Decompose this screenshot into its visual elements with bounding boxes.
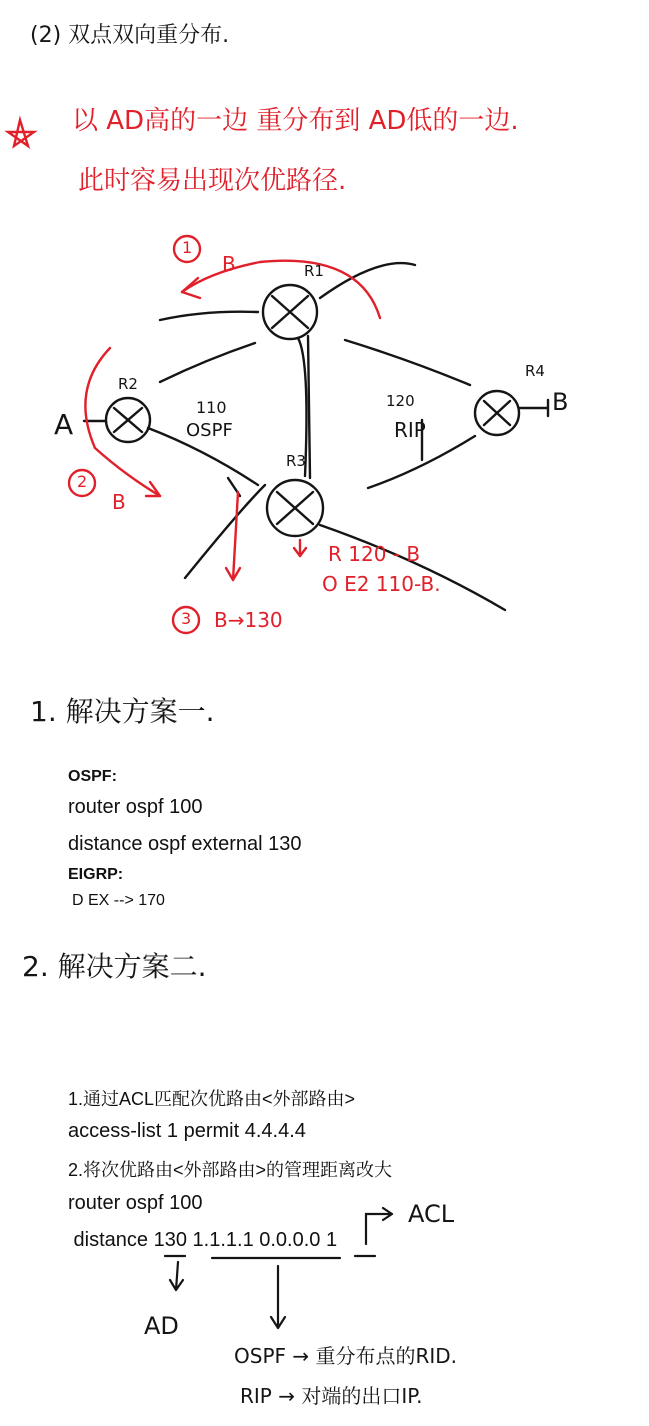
solution1-ospf-cmd2: distance ospf external 130 xyxy=(68,833,302,855)
solution1-eigrp-title: EIGRP: xyxy=(68,866,124,883)
router-r1-label: R1 xyxy=(304,262,324,280)
solution1-heading: 1. 解决方案一. xyxy=(30,695,215,728)
solution2-heading: 2. 解决方案二. xyxy=(22,950,207,983)
solution1-eigrp-cmd: D EX --> 170 xyxy=(72,892,165,909)
arrow-ip xyxy=(271,1266,285,1328)
step1-label: B xyxy=(222,252,236,276)
anno-ad: AD xyxy=(144,1312,179,1340)
anno-rip: RIP → 对端的出口IP. xyxy=(240,1384,423,1408)
arrow-ad xyxy=(170,1262,183,1290)
step3-number: 3 xyxy=(181,609,192,628)
router-r2-label: R2 xyxy=(118,375,138,393)
solution2-cmd-acl: access-list 1 permit 4.4.4.4 xyxy=(68,1120,306,1142)
page-title: (2) 双点双向重分布. xyxy=(30,23,230,48)
link-r1-r3 xyxy=(308,336,310,478)
r3-route-rip: R 120 - B xyxy=(328,542,421,566)
rip-ad-label: 120 xyxy=(386,392,415,410)
solution2-step2: 2.将次优路由<外部路由>的管理距离改大 xyxy=(68,1160,393,1180)
step1-number: 1 xyxy=(182,238,193,257)
link-r1-r2 xyxy=(160,343,255,382)
anno-acl: ACL xyxy=(408,1200,455,1228)
note-line-2: 此时容易出现次优路径. xyxy=(78,166,347,196)
host-a-label: A xyxy=(54,408,74,441)
star-icon xyxy=(8,120,34,146)
note-line-1: 以 AD高的一边 重分布到 AD低的一边. xyxy=(72,106,519,136)
anno-ospf: OSPF → 重分布点的RID. xyxy=(234,1344,458,1368)
ospf-label: OSPF xyxy=(186,420,233,441)
arrow-acl xyxy=(366,1208,392,1244)
rip-label: RIP xyxy=(394,418,426,442)
step3-label: B→130 xyxy=(214,608,283,632)
host-b-label: B xyxy=(552,388,569,416)
solution1-ospf-title: OSPF: xyxy=(68,768,117,785)
link-r1-r4 xyxy=(345,340,470,385)
step2-label: B xyxy=(112,490,126,514)
ospf-ad-label: 110 xyxy=(196,398,227,417)
solution2-cmd-router: router ospf 100 xyxy=(68,1192,203,1214)
solution2-cmd-distance: distance 130 1.1.1.1 0.0.0.0 1 xyxy=(68,1229,338,1251)
link-r4-b xyxy=(520,400,548,416)
solution1-ospf-cmd1: router ospf 100 xyxy=(68,796,203,818)
solution2-step1: 1.通过ACL匹配次优路由<外部路由> xyxy=(68,1089,356,1109)
router-r4-label: R4 xyxy=(525,362,545,380)
r3-route-ospf: O E2 110-B. xyxy=(322,572,441,596)
router-r3-label: R3 xyxy=(286,452,306,470)
arrow-step3 xyxy=(233,492,238,580)
step2-number: 2 xyxy=(77,472,88,491)
arrow-step1 xyxy=(182,261,380,318)
